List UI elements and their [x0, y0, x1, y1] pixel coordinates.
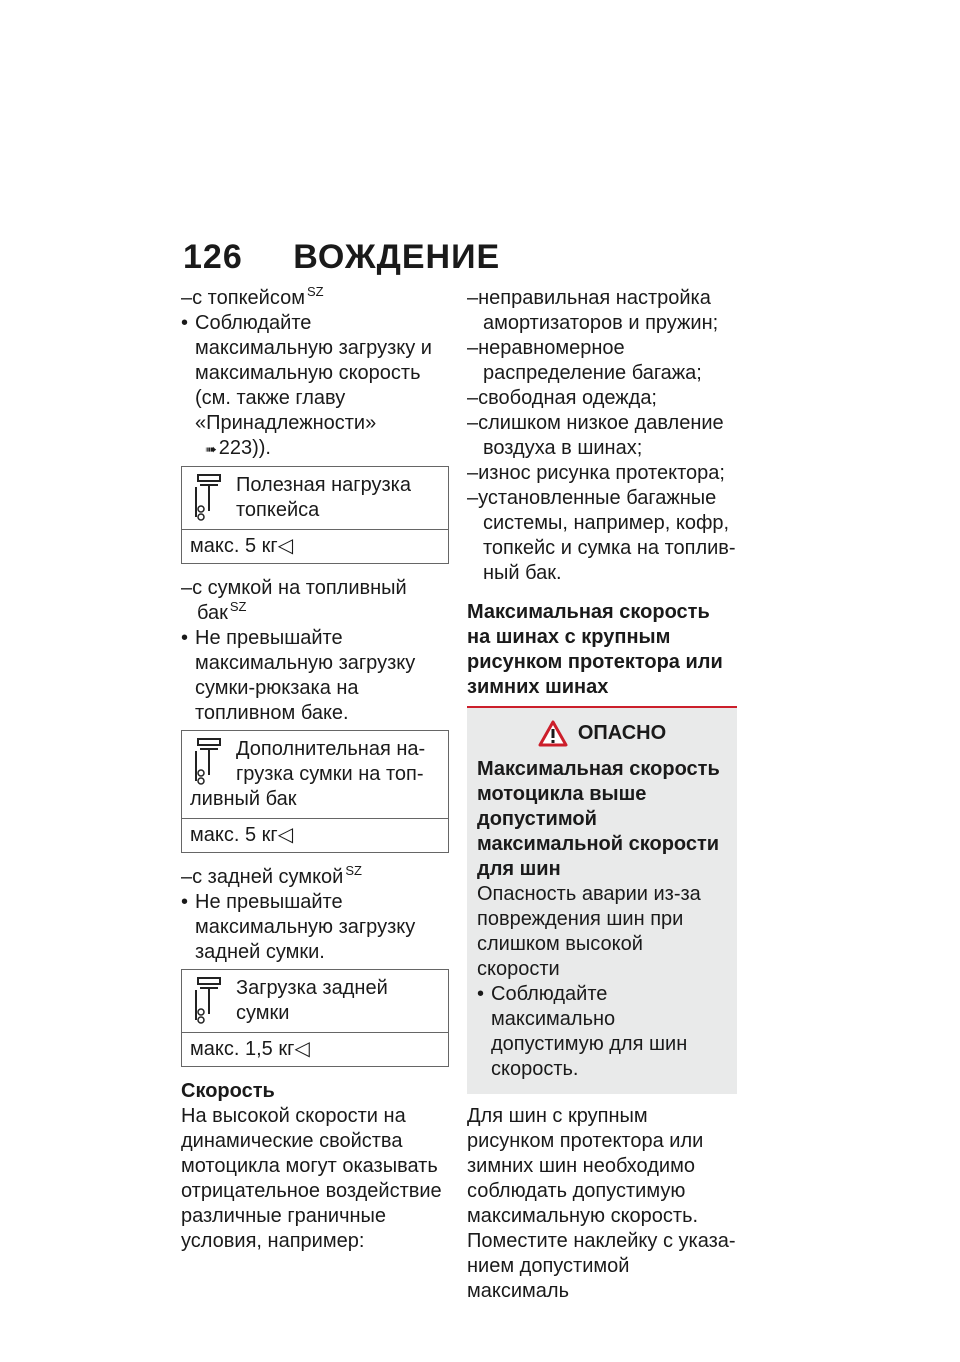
list-item: –слишком низкое давление воздуха в шинах;	[467, 412, 724, 459]
spec-box	[181, 730, 449, 853]
danger-text: Опасность аварии из-за повреждения шин при слишком высокой скорости	[477, 883, 701, 980]
page-number: 126	[183, 238, 243, 276]
list-item: –установленные багажные системы, например, кофр, топкейс и сумка на топливный бак.	[467, 487, 736, 584]
danger-bullet: • Соблюдайте максимально допустимую для шин скорость.	[477, 982, 727, 1082]
page-header	[183, 238, 500, 277]
list-item: –неправильная настройка амортизаторов и пружин;	[467, 287, 719, 334]
weight-load-icon	[190, 976, 228, 1026]
list-item: –износ рисунка протектора;	[467, 462, 725, 484]
spec-box	[181, 969, 449, 1067]
danger-header	[477, 720, 727, 747]
spec-value: макс. 1,5 кг◁	[182, 1032, 448, 1066]
weight-load-icon	[190, 737, 228, 787]
section-heading: Максимальная скорость на шинах с крупным рисунком протектора или зимних шинах	[467, 601, 723, 698]
arrow-ref-icon: ➠	[205, 441, 217, 457]
list-item: –неравномерное распределение багажа;	[467, 337, 702, 384]
instruction-bullet: • Не превышайте максимальную загрузку задней сумки.	[181, 890, 449, 965]
instruction-bullet: • Не превышайте максимальную загрузку сумки-рюкзака на топливном баке.	[181, 626, 449, 726]
right-column	[467, 286, 737, 1304]
danger-label: ОПАСНО	[577, 722, 667, 744]
spec-title: Полезная нагрузка топкейса	[236, 474, 411, 521]
spec-value: макс. 5 кг◁	[182, 818, 448, 852]
list-item: –свободная одежда;	[467, 387, 657, 409]
danger-title: Максимальная скорость мотоцикла выше допустимой максимальной скорости для шин	[477, 758, 720, 880]
page-title: ВОЖДЕНИЕ	[293, 238, 501, 276]
danger-box	[467, 706, 737, 1094]
list-item: –с топкейсом $^{SZ}$	[181, 284, 324, 309]
weight-load-icon	[190, 473, 228, 523]
spec-title: Загрузка задней сумки	[236, 977, 388, 1024]
spec-title: Дополнительная нагрузка сумки на топливный бак	[190, 738, 426, 810]
instruction-bullet: • Соблюдайте максимальную загрузку и максимальную скорость (см. также главу «Принадлежности» ➠ 223)).	[181, 311, 449, 462]
body-text: Для шин с крупным рисунком протектора или зимних шин необходимо соблюдать допустимую максимальную скорость. Поместите наклейку с указанием допустимой максималь	[467, 1105, 736, 1302]
spec-box	[181, 466, 449, 564]
warning-triangle-icon	[538, 720, 568, 747]
list-item: –с задней сумкой $^{SZ}$	[181, 863, 362, 888]
section-heading: Скорость	[181, 1080, 275, 1102]
list-item: –с сумкой на топливный бак $^{SZ}$	[181, 577, 407, 624]
body-text: На высокой скорости на динамические свойства мотоцикла могут оказывать отрицательное воздействие различные граничные условия, например:	[181, 1105, 442, 1252]
left-column	[181, 286, 449, 1254]
spec-value: макс. 5 кг◁	[182, 529, 448, 563]
